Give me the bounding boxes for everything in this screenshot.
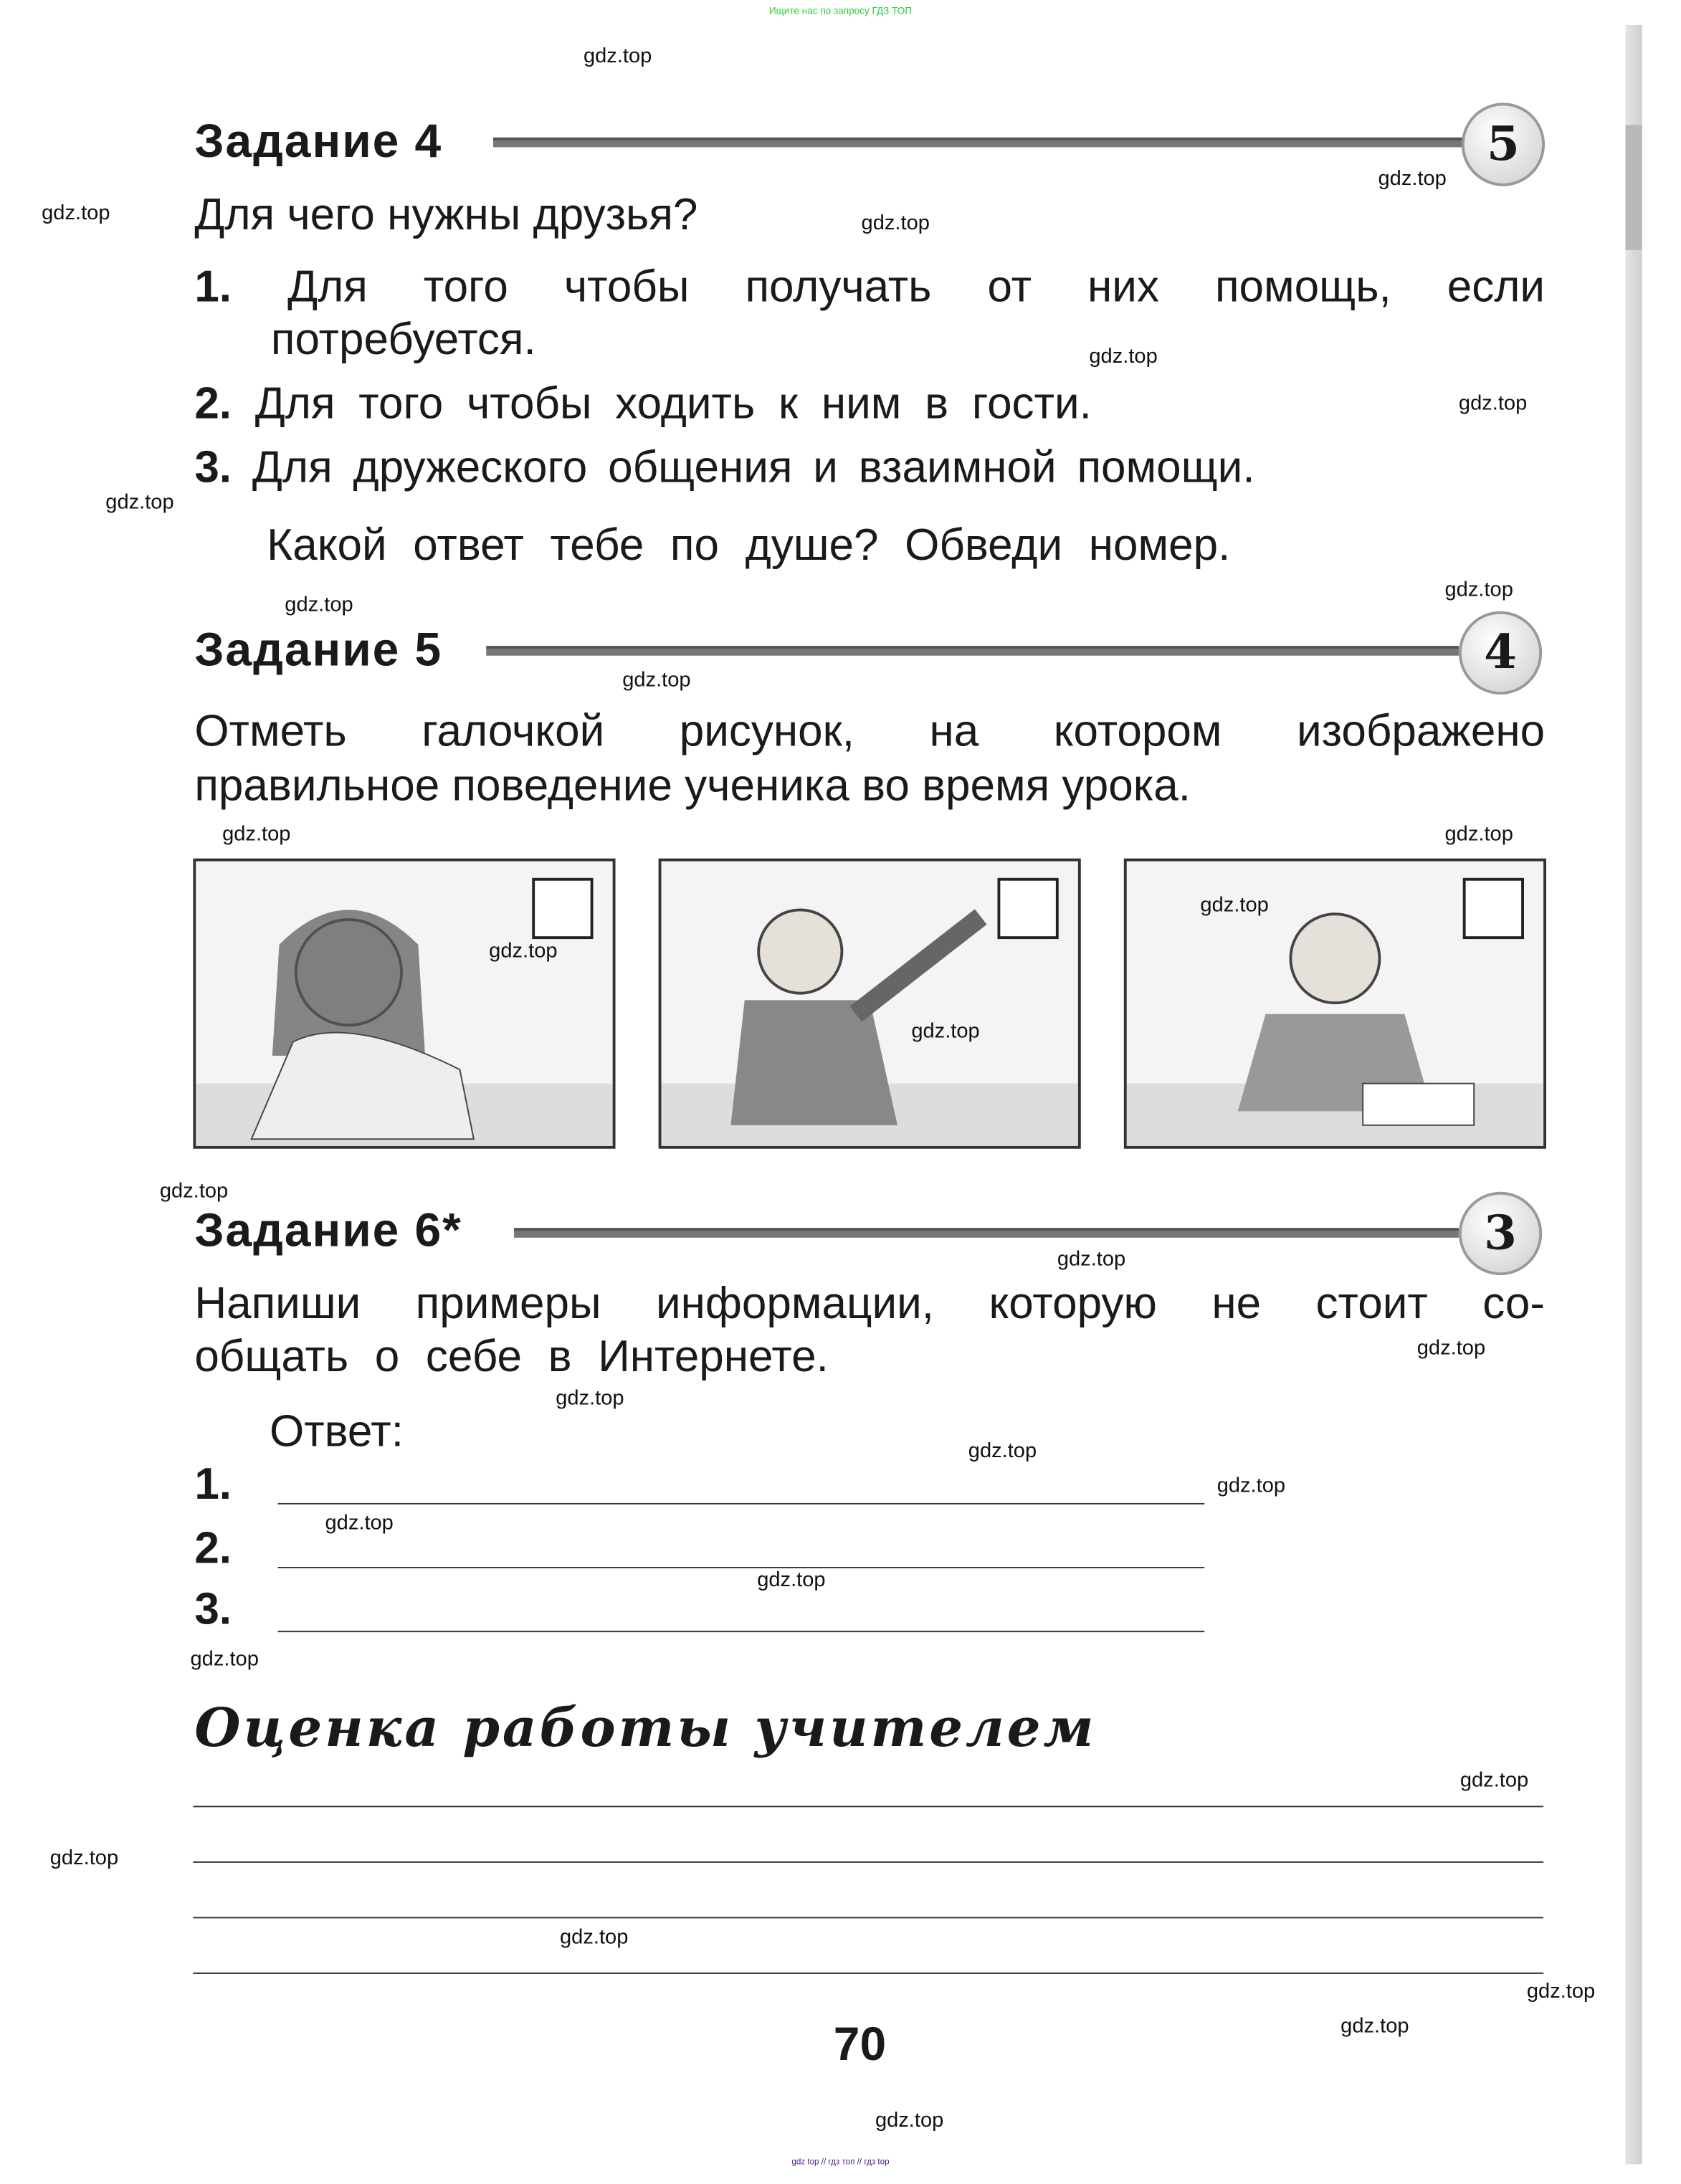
picture-boy-raising-hand (659, 859, 1081, 1149)
page-edge (1625, 25, 1642, 2165)
task6-title: Задание 6* (194, 1204, 462, 1257)
watermark: gdz.top (1378, 166, 1447, 191)
watermark: gdz.top (285, 593, 353, 617)
option-text: Для того чтобы получать от них помощь, если (287, 261, 1546, 312)
grading-line[interactable] (193, 1889, 1543, 1919)
watermark: gdz.top (222, 822, 291, 847)
watermark: gdz.top (875, 2108, 944, 2132)
checkbox-picture-2[interactable] (997, 878, 1058, 939)
task5-text-2: правильное поведение ученика во время урока. (194, 760, 1191, 810)
watermark: gdz.top (1340, 2014, 1409, 2038)
answer-1-line[interactable] (278, 1475, 1205, 1505)
watermark: gdz.top (1444, 578, 1513, 602)
page-edge-tab (1625, 125, 1642, 249)
watermark: gdz.top (1057, 1247, 1126, 1272)
grading-title: Оценка работы учителем (194, 1696, 1097, 1759)
watermark: gdz.top (911, 1019, 980, 1044)
watermark: gdz.top (1526, 1979, 1596, 2003)
header-note: Ищите нас по запросу ГДЗ ТОП (768, 6, 913, 17)
task4-question: Для чего нужны друзья? (194, 189, 698, 239)
grading-line[interactable] (193, 1778, 1543, 1808)
answer-3-number: 3. (194, 1583, 232, 1634)
option-text: Для того чтобы ходить к ним в гости. (254, 378, 1092, 428)
option-text: Для дружеского общения и взаимной помощи. (252, 442, 1255, 492)
watermark: gdz.top (556, 1386, 624, 1411)
watermark: gdz.top (489, 939, 558, 963)
watermark: gdz.top (1216, 1474, 1286, 1498)
watermark: gdz.top (190, 1647, 259, 1672)
watermark: gdz.top (49, 1846, 119, 1870)
watermark: gdz.top (1459, 1768, 1529, 1793)
watermark: gdz.top (159, 1179, 229, 1203)
watermark: gdz.top (1200, 893, 1269, 917)
task4-option-1-cont: потребуется. (270, 313, 536, 364)
task6-points: 3 (1459, 1192, 1542, 1275)
watermark: gdz.top (968, 1439, 1037, 1463)
task4-option-1[interactable] (194, 261, 1545, 313)
watermark: gdz.top (861, 211, 930, 235)
watermark: gdz.top (622, 668, 691, 692)
task4-option-3[interactable] (194, 442, 1254, 493)
watermark: gdz.top (325, 1511, 394, 1535)
grading-line[interactable] (193, 1945, 1543, 1974)
divider (514, 1228, 1459, 1238)
option-number[interactable]: 1. (194, 261, 232, 312)
answer-2-line[interactable] (278, 1539, 1205, 1568)
task4-option-2[interactable] (194, 378, 1092, 429)
grading-line[interactable] (193, 1833, 1543, 1863)
answer-3-line[interactable] (278, 1603, 1205, 1632)
watermark: gdz.top (583, 44, 652, 68)
divider (486, 646, 1459, 656)
task6-text-1: Напиши примеры информации, которую не стоит со- (194, 1277, 1546, 1328)
task4-points: 5 (1462, 102, 1545, 186)
checkbox-picture-3[interactable] (1463, 878, 1524, 939)
task5-points: 4 (1459, 611, 1542, 695)
watermark: gdz.top (560, 1925, 629, 1950)
footer-note: gdz top // гдз топ // гдз top (791, 2158, 890, 2168)
task6-text-2: общать о себе в Интернете. (194, 1330, 829, 1381)
watermark: gdz.top (1458, 391, 1528, 416)
option-number[interactable]: 2. (194, 378, 232, 428)
task4-prompt: Какой ответ тебе по душе? Обведи номер. (267, 519, 1231, 570)
picture-girl-sleeping (193, 859, 615, 1149)
watermark: gdz.top (42, 201, 110, 225)
picture-boy-reading (1124, 859, 1546, 1149)
answer-1-number: 1. (194, 1458, 232, 1509)
task4-title: Задание 4 (194, 115, 443, 168)
task5-text-1: Отметь галочкой рисунок, на котором изображено (194, 705, 1546, 756)
option-number[interactable]: 3. (194, 442, 232, 492)
task5-title: Задание 5 (194, 624, 443, 677)
answer-label: Ответ: (269, 1406, 404, 1456)
divider (493, 138, 1466, 148)
page-number: 70 (833, 2018, 887, 2071)
watermark: gdz.top (757, 1568, 826, 1592)
watermark: gdz.top (1444, 822, 1513, 847)
watermark: gdz.top (105, 490, 174, 515)
watermark: gdz.top (1089, 344, 1158, 368)
answer-2-number: 2. (194, 1522, 232, 1573)
checkbox-picture-1[interactable] (532, 878, 593, 939)
watermark: gdz.top (1416, 1336, 1486, 1360)
